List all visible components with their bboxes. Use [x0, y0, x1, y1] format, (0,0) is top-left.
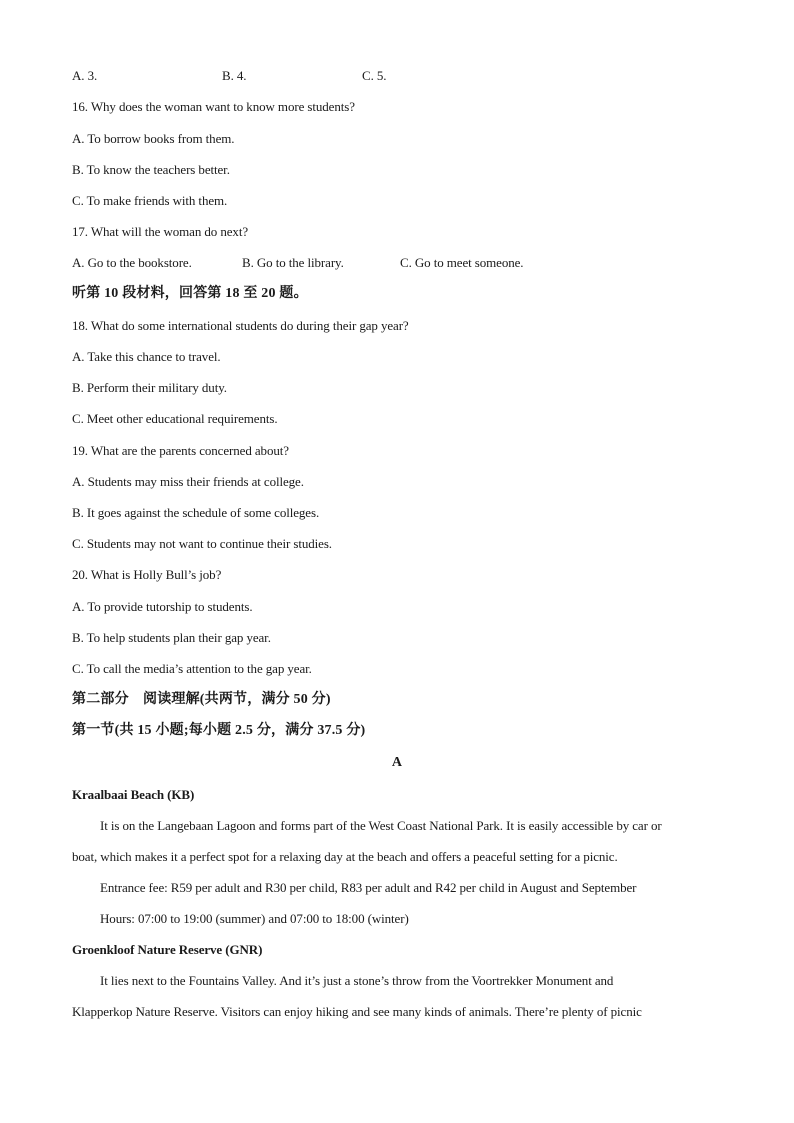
- q18-option-c: C. Meet other educational requirements.: [72, 411, 278, 426]
- part-2-heading: 第二部分 阅读理解(共两节，满分 50 分): [72, 692, 331, 707]
- kb-entrance-fee: Entrance fee: R59 per adult and R30 per child, R83 per adult and R42 per child in August and September: [100, 880, 637, 895]
- q17-question: 17. What will the woman do next?: [72, 224, 248, 239]
- q17-option-c: C. Go to meet someone.: [400, 255, 524, 270]
- q15-option-a: A. 3.: [72, 68, 98, 83]
- q15-option-c: C. 5.: [362, 68, 387, 83]
- q17-options: [72, 255, 772, 271]
- q20-question: 20. What is Holly Bull’s job?: [72, 567, 222, 582]
- q16-option-c: C. To make friends with them.: [72, 193, 228, 208]
- q18-question: 18. What do some international students do during their gap year?: [72, 318, 409, 333]
- q20-option-b: B. To help students plan their gap year.: [72, 630, 271, 645]
- q19-option-b: B. It goes against the schedule of some colleges.: [72, 505, 320, 520]
- q15-option-b: B. 4.: [222, 68, 247, 83]
- gnr-title: Groenkloof Nature Reserve (GNR): [72, 942, 263, 957]
- q20-option-c: C. To call the media’s attention to the gap year.: [72, 661, 312, 676]
- kb-hours: Hours: 07:00 to 19:00 (summer) and 07:00 to 18:00 (winter): [100, 911, 409, 926]
- q19-question: 19. What are the parents concerned about?: [72, 443, 289, 458]
- q16-option-a: A. To borrow books from them.: [72, 131, 235, 146]
- passage-letter: A: [391, 755, 403, 770]
- gnr-paragraph-line-2: Klapperkop Nature Reserve. Visitors can enjoy hiking and see many kinds of animals. There’re plenty of picnic: [72, 1004, 642, 1019]
- gnr-paragraph-line-1: It lies next to the Fountains Valley. And it’s just a stone’s throw from the Voortrekker Monument and: [100, 973, 614, 988]
- kb-title: Kraalbaai Beach (KB): [72, 787, 195, 802]
- q16-question: 16. Why does the woman want to know more students?: [72, 99, 355, 114]
- q16-option-b: B. To know the teachers better.: [72, 162, 230, 177]
- q18-option-b: B. Perform their military duty.: [72, 380, 227, 395]
- q18-option-a: A. Take this chance to travel.: [72, 349, 221, 364]
- q20-option-a: A. To provide tutorship to students.: [72, 599, 253, 614]
- kb-paragraph-line-2: boat, which makes it a perfect spot for a relaxing day at the beach and offers a peaceful setting for a picnic.: [72, 849, 618, 864]
- q15-options: [72, 68, 772, 84]
- kb-paragraph-line-1: It is on the Langebaan Lagoon and forms part of the West Coast National Park. It is easily accessible by car or: [100, 818, 662, 833]
- q17-option-a: A. Go to the bookstore.: [72, 255, 192, 270]
- q19-option-c: C. Students may not want to continue their studies.: [72, 536, 332, 551]
- q17-option-b: B. Go to the library.: [242, 255, 344, 270]
- q19-option-a: A. Students may miss their friends at college.: [72, 474, 304, 489]
- section-10-heading: 听第 10 段材料，回答第 18 至 20 题。: [72, 286, 308, 301]
- section-1-heading: 第一节(共 15 小题;每小题 2.5 分，满分 37.5 分): [72, 723, 366, 738]
